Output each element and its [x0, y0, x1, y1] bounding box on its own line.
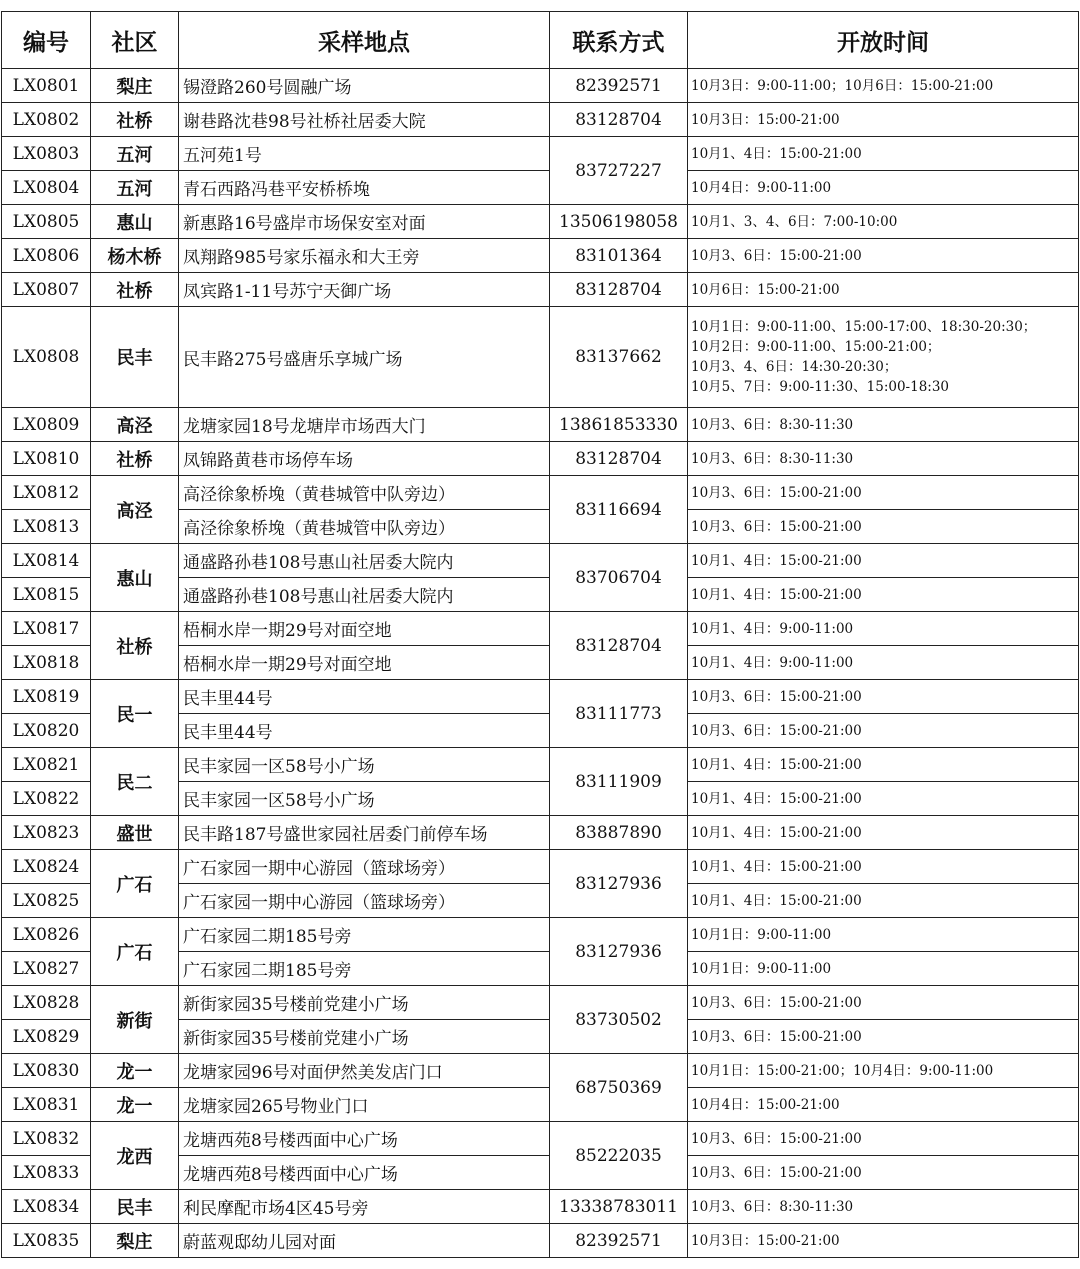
row-phone: 83128704 [550, 273, 688, 307]
row-open-time: 10月3、6日：8:30-11:30 [688, 1190, 1079, 1224]
row-open-time: 10月3、6日：15:00-21:00 [688, 986, 1079, 1020]
row-community: 五河 [91, 137, 179, 171]
row-open-time: 10月3、6日：15:00-21:00 [688, 239, 1079, 273]
row-phone: 13338783011 [550, 1190, 688, 1224]
row-community: 广石 [91, 918, 179, 986]
row-location: 新街家园35号楼前党建小广场 [179, 1020, 550, 1054]
row-community: 杨木桥 [91, 239, 179, 273]
header-id: 编号 [2, 12, 91, 69]
row-community: 龙一 [91, 1054, 179, 1088]
row-phone: 83128704 [550, 442, 688, 476]
row-open-time: 10月3、6日：15:00-21:00 [688, 1122, 1079, 1156]
row-open-time: 10月3、6日：15:00-21:00 [688, 476, 1079, 510]
row-location: 民丰家园一区58号小广场 [179, 782, 550, 816]
row-open-time: 10月6日：15:00-21:00 [688, 273, 1079, 307]
row-id: LX0828 [2, 986, 91, 1020]
row-location: 凤宾路1-11号苏宁天御广场 [179, 273, 550, 307]
table-row [2, 1224, 1079, 1258]
row-phone: 83116694 [550, 476, 688, 544]
row-id: LX0827 [2, 952, 91, 986]
row-id: LX0810 [2, 442, 91, 476]
row-open-time: 10月1日：9:00-11:00 [688, 952, 1079, 986]
table-row [2, 476, 1079, 510]
row-location: 民丰里44号 [179, 680, 550, 714]
row-community: 盛世 [91, 816, 179, 850]
row-open-time: 10月1、4日：15:00-21:00 [688, 544, 1079, 578]
row-location: 凤锦路黄巷市场停车场 [179, 442, 550, 476]
row-location: 高泾徐象桥堍（黄巷城管中队旁边） [179, 476, 550, 510]
schedule-table-container [1, 11, 1078, 1258]
row-community: 梨庄 [91, 69, 179, 103]
row-id: LX0803 [2, 137, 91, 171]
row-phone: 83111909 [550, 748, 688, 816]
row-id: LX0805 [2, 205, 91, 239]
row-phone: 83101364 [550, 239, 688, 273]
row-location: 民丰路275号盛唐乐享城广场 [179, 307, 550, 408]
table-row [2, 544, 1079, 578]
table-row [2, 103, 1079, 137]
row-id: LX0826 [2, 918, 91, 952]
row-id: LX0812 [2, 476, 91, 510]
table-row [2, 1088, 1079, 1122]
row-id: LX0814 [2, 544, 91, 578]
row-location: 青石西路冯巷平安桥桥堍 [179, 171, 550, 205]
row-open-time: 10月1、4日：15:00-21:00 [688, 782, 1079, 816]
row-community: 社桥 [91, 612, 179, 680]
row-open-time: 10月3、6日：8:30-11:30 [688, 442, 1079, 476]
row-open-time: 10月3日：9:00-11:00；10月6日：15:00-21:00 [688, 69, 1079, 103]
row-phone: 83128704 [550, 103, 688, 137]
row-id: LX0823 [2, 816, 91, 850]
row-phone: 83887890 [550, 816, 688, 850]
row-open-time: 10月3、6日：8:30-11:30 [688, 408, 1079, 442]
table-row [2, 986, 1079, 1020]
row-community: 龙西 [91, 1122, 179, 1190]
row-community: 梨庄 [91, 1224, 179, 1258]
time-line: 10月2日：9:00-11:00、15:00-21:00； [691, 339, 941, 355]
row-id: LX0809 [2, 408, 91, 442]
row-open-time: 10月3、6日：15:00-21:00 [688, 510, 1079, 544]
row-open-time: 10月1、4日：15:00-21:00 [688, 850, 1079, 884]
row-phone: 68750369 [550, 1054, 688, 1122]
row-id: LX0830 [2, 1054, 91, 1088]
table-row [2, 1122, 1079, 1156]
row-location: 通盛路孙巷108号惠山社居委大院内 [179, 544, 550, 578]
table-row [2, 442, 1079, 476]
row-id: LX0822 [2, 782, 91, 816]
row-location: 梧桐水岸一期29号对面空地 [179, 646, 550, 680]
row-open-time: 10月1、4日：15:00-21:00 [688, 137, 1079, 171]
row-id: LX0832 [2, 1122, 91, 1156]
row-open-time: 10月3、6日：15:00-21:00 [688, 680, 1079, 714]
row-community: 惠山 [91, 205, 179, 239]
row-location: 龙塘西苑8号楼西面中心广场 [179, 1156, 550, 1190]
table-row [2, 171, 1079, 205]
row-open-time: 10月3日：15:00-21:00 [688, 103, 1079, 137]
row-phone: 83730502 [550, 986, 688, 1054]
row-id: LX0801 [2, 69, 91, 103]
row-location: 梧桐水岸一期29号对面空地 [179, 612, 550, 646]
row-phone: 83111773 [550, 680, 688, 748]
row-id: LX0815 [2, 578, 91, 612]
row-open-time: 10月4日：9:00-11:00 [688, 171, 1079, 205]
row-phone: 82392571 [550, 69, 688, 103]
row-community: 高泾 [91, 476, 179, 544]
row-community: 民二 [91, 748, 179, 816]
header-open-time: 开放时间 [688, 12, 1079, 69]
row-community: 高泾 [91, 408, 179, 442]
row-id: LX0806 [2, 239, 91, 273]
time-line: 10月5、7日：9:00-11:30、15:00-18:30 [691, 379, 950, 395]
row-open-time [688, 307, 1079, 408]
row-location: 五河苑1号 [179, 137, 550, 171]
row-location: 民丰里44号 [179, 714, 550, 748]
row-location: 高泾徐象桥堍（黄巷城管中队旁边） [179, 510, 550, 544]
header-community: 社区 [91, 12, 179, 69]
row-id: LX0813 [2, 510, 91, 544]
row-id: LX0820 [2, 714, 91, 748]
row-location: 通盛路孙巷108号惠山社居委大院内 [179, 578, 550, 612]
row-location: 龙塘家园18号龙塘岸市场西大门 [179, 408, 550, 442]
row-id: LX0824 [2, 850, 91, 884]
row-community: 社桥 [91, 273, 179, 307]
table-row [2, 816, 1079, 850]
row-open-time: 10月1日：9:00-11:00 [688, 918, 1079, 952]
row-community: 广石 [91, 850, 179, 918]
table-row [2, 205, 1079, 239]
row-phone: 13861853330 [550, 408, 688, 442]
row-open-time: 10月1日：15:00-21:00；10月4日：9:00-11:00 [688, 1054, 1079, 1088]
table-header-row [2, 12, 1079, 69]
row-location: 广石家园一期中心游园（篮球场旁） [179, 884, 550, 918]
row-location: 龙塘家园96号对面伊然美发店门口 [179, 1054, 550, 1088]
row-location: 新街家园35号楼前党建小广场 [179, 986, 550, 1020]
row-phone: 83137662 [550, 307, 688, 408]
row-id: LX0821 [2, 748, 91, 782]
row-id: LX0825 [2, 884, 91, 918]
table-row [2, 1190, 1079, 1224]
table-row [2, 273, 1079, 307]
row-community: 民丰 [91, 1190, 179, 1224]
row-id: LX0833 [2, 1156, 91, 1190]
row-phone: 83128704 [550, 612, 688, 680]
row-open-time: 10月3、6日：15:00-21:00 [688, 714, 1079, 748]
row-location: 民丰家园一区58号小广场 [179, 748, 550, 782]
row-location: 龙塘家园265号物业门口 [179, 1088, 550, 1122]
row-community: 社桥 [91, 103, 179, 137]
row-open-time: 10月1、4日：15:00-21:00 [688, 884, 1079, 918]
row-id: LX0829 [2, 1020, 91, 1054]
row-id: LX0819 [2, 680, 91, 714]
row-location: 广石家园二期185号旁 [179, 952, 550, 986]
row-phone: 83127936 [550, 918, 688, 986]
row-community: 民丰 [91, 307, 179, 408]
row-location: 民丰路187号盛世家园社居委门前停车场 [179, 816, 550, 850]
row-id: LX0831 [2, 1088, 91, 1122]
row-phone: 83727227 [550, 137, 688, 205]
row-open-time: 10月3、6日：15:00-21:00 [688, 1020, 1079, 1054]
row-location: 锡澄路260号圆融广场 [179, 69, 550, 103]
table-row [2, 680, 1079, 714]
row-id: LX0807 [2, 273, 91, 307]
row-location: 龙塘西苑8号楼西面中心广场 [179, 1122, 550, 1156]
row-open-time: 10月3日：15:00-21:00 [688, 1224, 1079, 1258]
row-community: 龙一 [91, 1088, 179, 1122]
row-location: 广石家园一期中心游园（篮球场旁） [179, 850, 550, 884]
row-community: 新街 [91, 986, 179, 1054]
table-row [2, 748, 1079, 782]
row-open-time: 10月3、6日：15:00-21:00 [688, 1156, 1079, 1190]
row-location: 蔚蓝观邸幼儿园对面 [179, 1224, 550, 1258]
row-community: 五河 [91, 171, 179, 205]
row-open-time: 10月4日：15:00-21:00 [688, 1088, 1079, 1122]
table-row [2, 612, 1079, 646]
row-phone: 13506198058 [550, 205, 688, 239]
row-location: 凤翔路985号家乐福永和大王旁 [179, 239, 550, 273]
table-row [2, 307, 1079, 408]
table-row [2, 408, 1079, 442]
row-id: LX0835 [2, 1224, 91, 1258]
table-row [2, 239, 1079, 273]
row-id: LX0808 [2, 307, 91, 408]
row-open-time: 10月1、3、4、6日：7:00-10:00 [688, 205, 1079, 239]
row-id: LX0802 [2, 103, 91, 137]
row-community: 惠山 [91, 544, 179, 612]
table-row [2, 137, 1079, 171]
row-open-time: 10月1、4日：9:00-11:00 [688, 612, 1079, 646]
row-phone: 85222035 [550, 1122, 688, 1190]
row-location: 广石家园二期185号旁 [179, 918, 550, 952]
time-line: 10月3、4、6日：14:30-20:30； [691, 359, 898, 375]
table-row [2, 1054, 1079, 1088]
table-row [2, 69, 1079, 103]
row-id: LX0817 [2, 612, 91, 646]
row-open-time: 10月1、4日：15:00-21:00 [688, 816, 1079, 850]
row-location: 利民摩配市场4区45号旁 [179, 1190, 550, 1224]
header-location: 采样地点 [179, 12, 550, 69]
table-row [2, 850, 1079, 884]
row-phone: 83127936 [550, 850, 688, 918]
time-line: 10月1日：9:00-11:00、15:00-17:00、18:30-20:30； [691, 319, 1037, 335]
row-id: LX0804 [2, 171, 91, 205]
row-community: 社桥 [91, 442, 179, 476]
row-open-time: 10月1、4日：9:00-11:00 [688, 646, 1079, 680]
row-location: 新惠路16号盛岸市场保安室对面 [179, 205, 550, 239]
header-contact: 联系方式 [550, 12, 688, 69]
row-community: 民一 [91, 680, 179, 748]
row-phone: 82392571 [550, 1224, 688, 1258]
row-id: LX0834 [2, 1190, 91, 1224]
sampling-sites-table [1, 11, 1079, 1258]
table-row [2, 918, 1079, 952]
row-location: 谢巷路沈巷98号社桥社居委大院 [179, 103, 550, 137]
row-open-time: 10月1、4日：15:00-21:00 [688, 578, 1079, 612]
row-open-time: 10月1、4日：15:00-21:00 [688, 748, 1079, 782]
row-phone: 83706704 [550, 544, 688, 612]
row-id: LX0818 [2, 646, 91, 680]
